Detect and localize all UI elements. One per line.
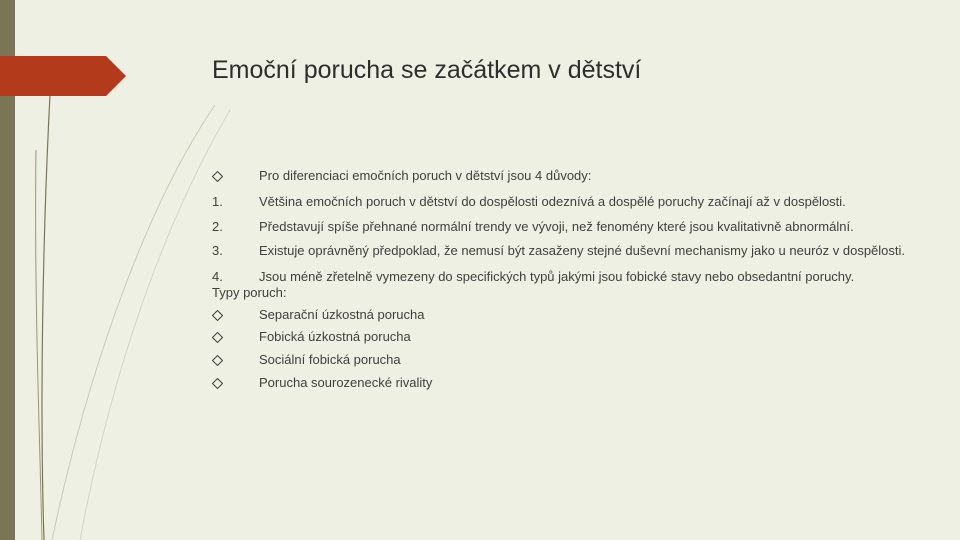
type-item <box>212 330 912 344</box>
reason-number: 2. <box>212 219 223 235</box>
reason-text: Většina emočních poruch v dětství do dospělosti odeznívá a dospělé poruchy začínají až v dospělosti. <box>259 193 846 209</box>
reason-number: 1. <box>212 193 223 209</box>
diamond-outline-icon <box>212 376 232 389</box>
type-item <box>212 353 912 367</box>
reason-item <box>212 195 912 209</box>
type-text: Sociální fobická porucha <box>259 352 401 368</box>
diamond-outline-icon <box>212 169 232 182</box>
type-item <box>212 376 912 390</box>
types-heading: Typy poruch: <box>212 285 287 301</box>
reason-text: Existuje oprávněný předpoklad, že nemusí být zasaženy stejné duševní mechanismy jako u neuróz v dospělosti. <box>259 242 906 258</box>
reason-item <box>212 270 912 284</box>
slide-title: Emoční porucha se začátkem v dětství <box>212 56 642 84</box>
reason-item <box>212 244 912 258</box>
reason-text: Jsou méně zřetelně vymezeny do specifických typů jakými jsou fobické stavy nebo obsedantní poruchy. <box>259 268 855 284</box>
type-text: Porucha sourozenecké rivality <box>259 374 433 390</box>
reason-item <box>212 220 912 234</box>
diamond-outline-icon <box>212 353 232 366</box>
type-text: Fobická úzkostná porucha <box>259 329 411 345</box>
diamond-outline-icon <box>212 308 232 321</box>
slide-content <box>212 165 912 389</box>
reason-number: 3. <box>212 242 223 258</box>
type-item <box>212 308 912 322</box>
type-text: Separační úzkostná porucha <box>259 306 425 322</box>
intro-text: Pro diferenciaci emočních poruch v dětství jsou 4 důvody: <box>259 168 592 183</box>
reason-text: Představují spíše přehnané normální trendy ve vývoji, než fenomény které jsou kvalitativně abnormální. <box>259 219 854 235</box>
reason-number: 4. <box>212 268 223 284</box>
accent-tab-shape <box>0 56 126 96</box>
intro-row <box>212 169 912 183</box>
diamond-outline-icon <box>212 330 232 343</box>
